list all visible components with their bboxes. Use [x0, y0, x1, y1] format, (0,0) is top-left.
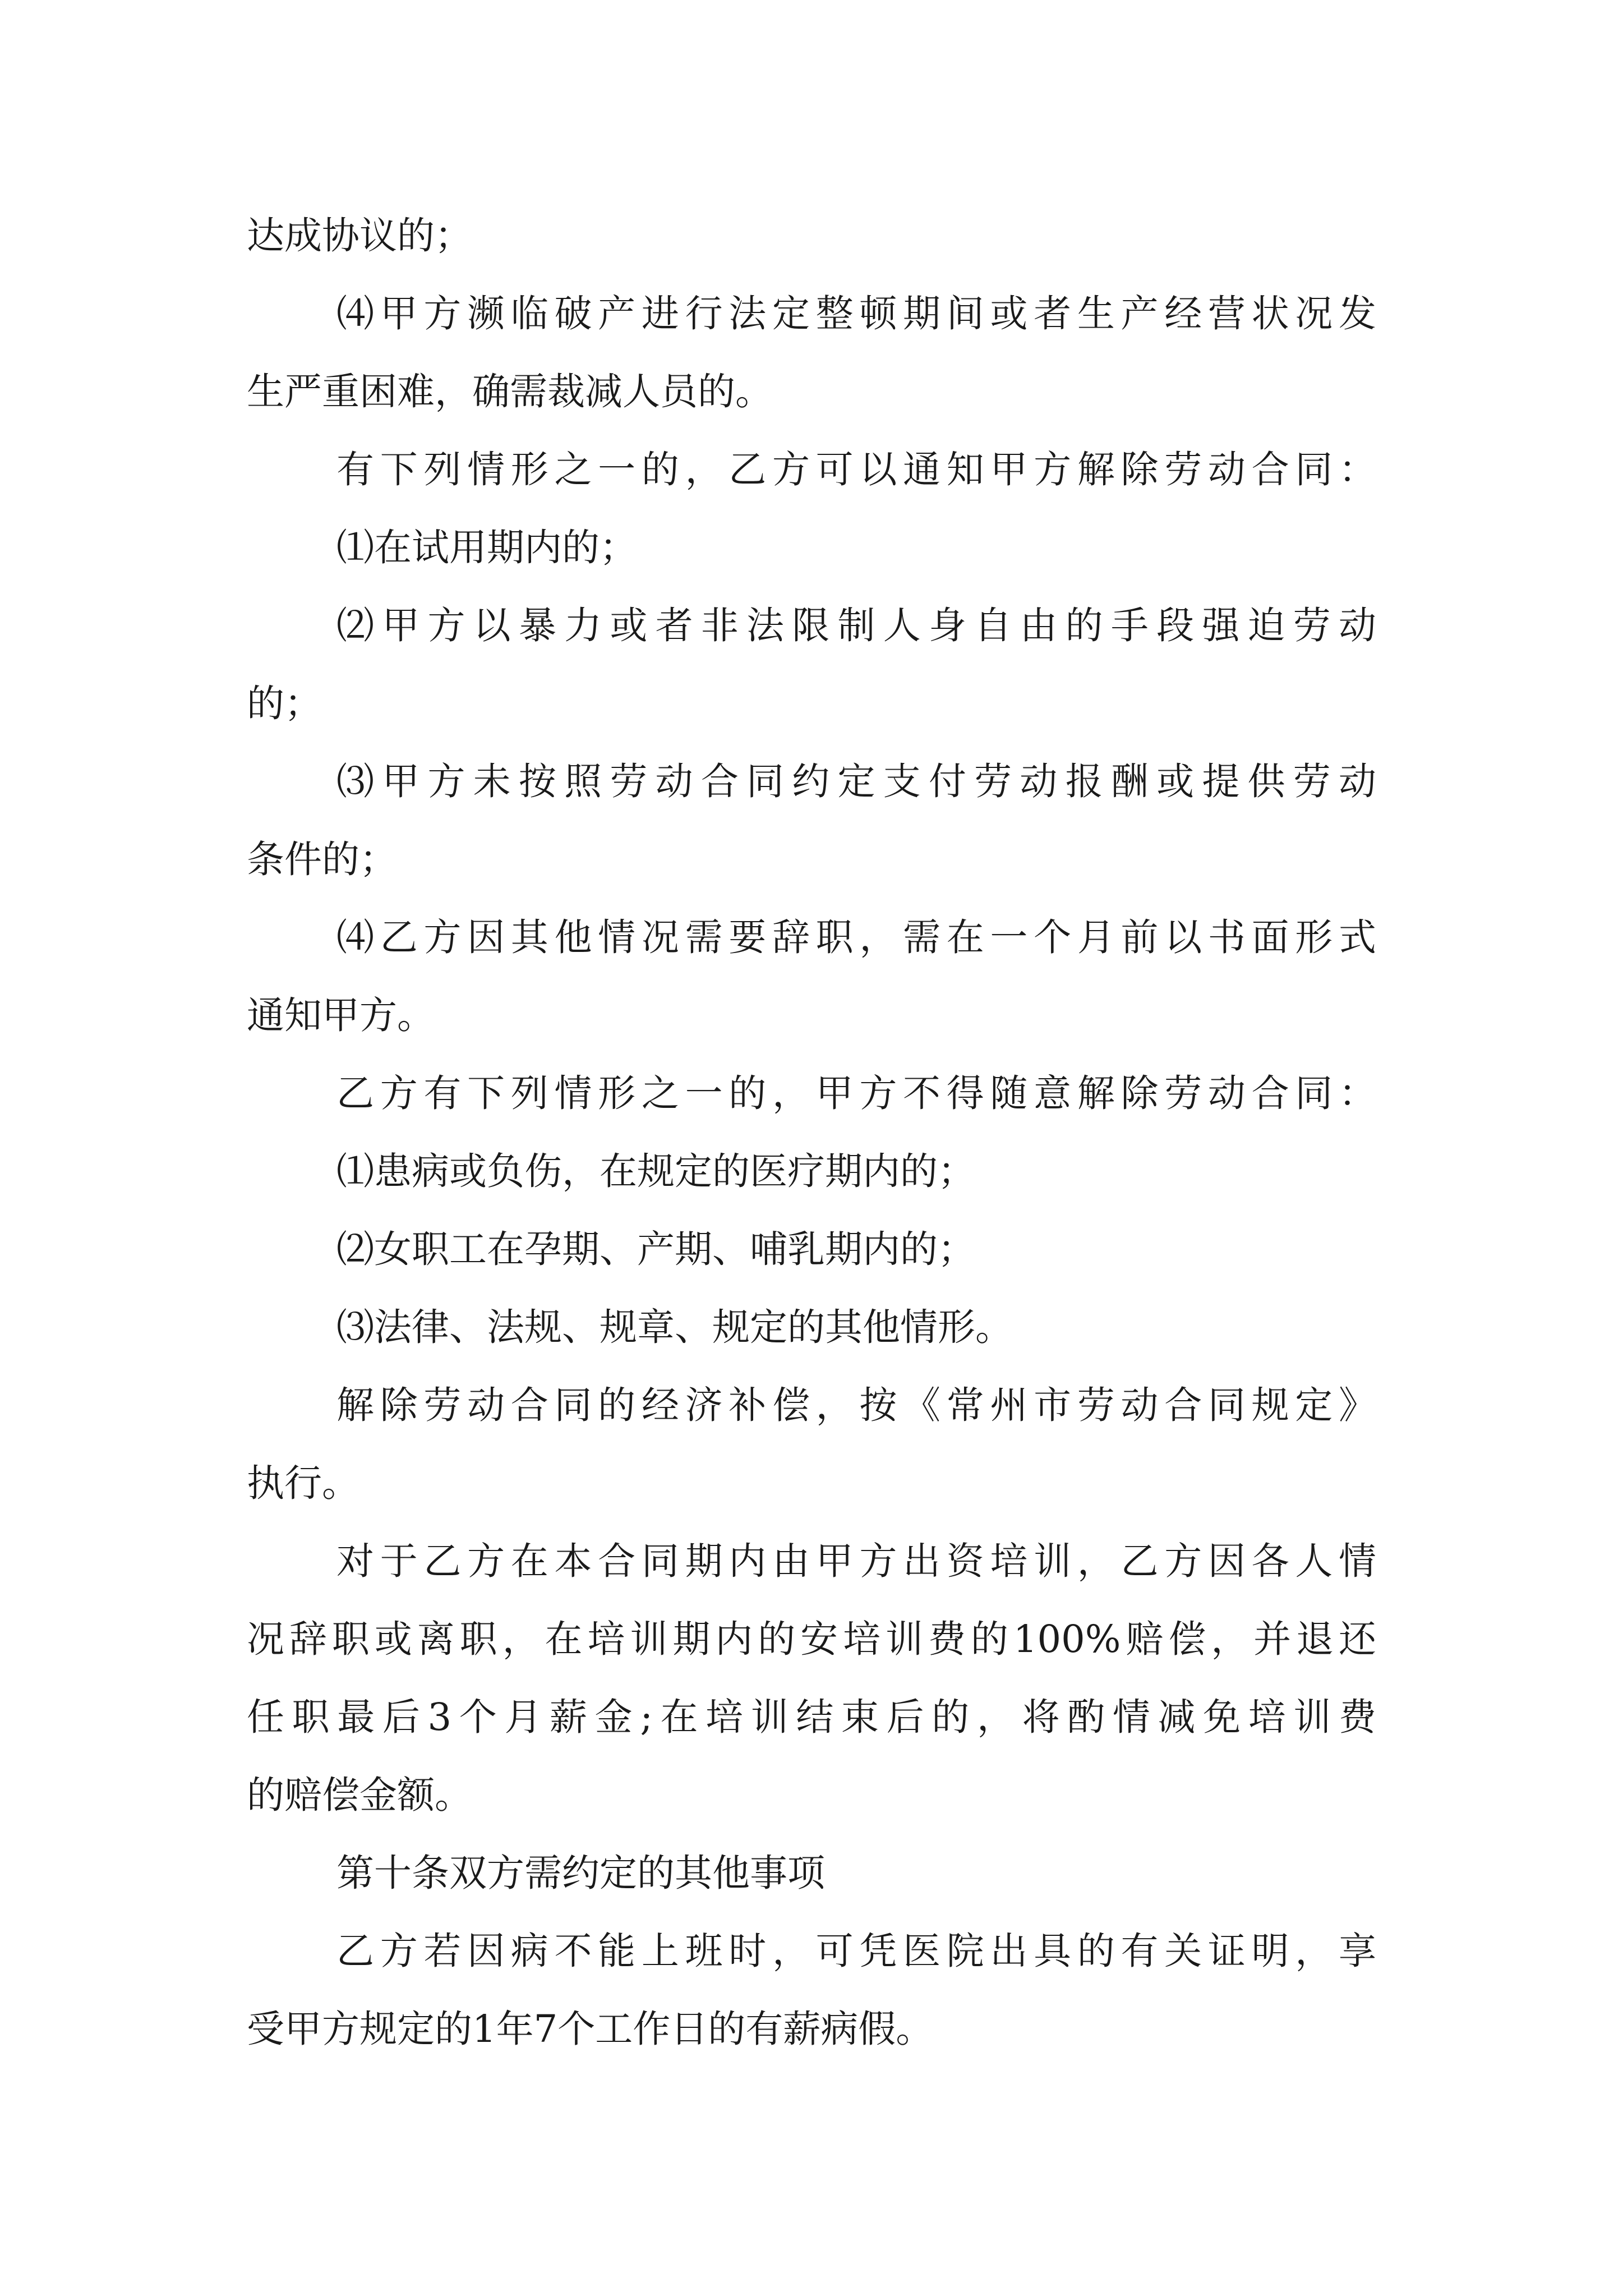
text-line: 达成协议的； [247, 214, 472, 257]
text-line: 的赔偿金额。 [247, 1773, 472, 1817]
text-line: 的； [247, 682, 322, 725]
text-line: 执行。 [247, 1461, 359, 1505]
text-line: 受甲方规定的1年7个工作日的有薪病假。 [247, 2007, 934, 2051]
text-line: ⑴在试用期内的； [336, 526, 637, 569]
text-line: 解除劳动合同的经济补偿，按《常州市劳动合同规定》 [336, 1383, 1376, 1427]
text-line: ⑷甲方濒临破产进行法定整顿期间或者生产经营状况发 [336, 292, 1376, 335]
text-line: 乙方若因病不能上班时，可凭医院出具的有关证明，享 [336, 1929, 1376, 1973]
text-line: ⑶法律、法规、规章、规定的其他情形。 [336, 1305, 1013, 1349]
text-line: 生严重困难，确需裁减人员的。 [247, 370, 773, 413]
text-line: ⑴患病或负伤，在规定的医疗期内的； [336, 1149, 975, 1193]
section-heading: 第十条双方需约定的其他事项 [336, 1851, 825, 1895]
text-line: 况辞职或离职，在培训期内的安培训费的100%赔偿，并退还 [247, 1617, 1376, 1661]
text-line: 通知甲方。 [247, 993, 435, 1037]
text-line: 对于乙方在本合同期内由甲方出资培训，乙方因各人情 [336, 1539, 1376, 1583]
text-line: 条件的； [247, 838, 397, 881]
text-line: ⑷乙方因其他情况需要辞职，需在一个月前以书面形式 [336, 915, 1376, 959]
text-line: 乙方有下列情形之一的，甲方不得随意解除劳动合同： [336, 1071, 1376, 1115]
text-line: ⑵女职工在孕期、产期、哺乳期内的； [336, 1227, 975, 1271]
text-line: ⑵甲方以暴力或者非法限制人身自由的手段强迫劳动 [336, 604, 1376, 647]
text-line: ⑶甲方未按照劳动合同约定支付劳动报酬或提供劳动 [336, 760, 1376, 803]
text-line: 任职最后3个月薪金;在培训结束后的，将酌情减免培训费 [247, 1695, 1376, 1739]
text-line: 有下列情形之一的，乙方可以通知甲方解除劳动合同： [336, 448, 1376, 491]
